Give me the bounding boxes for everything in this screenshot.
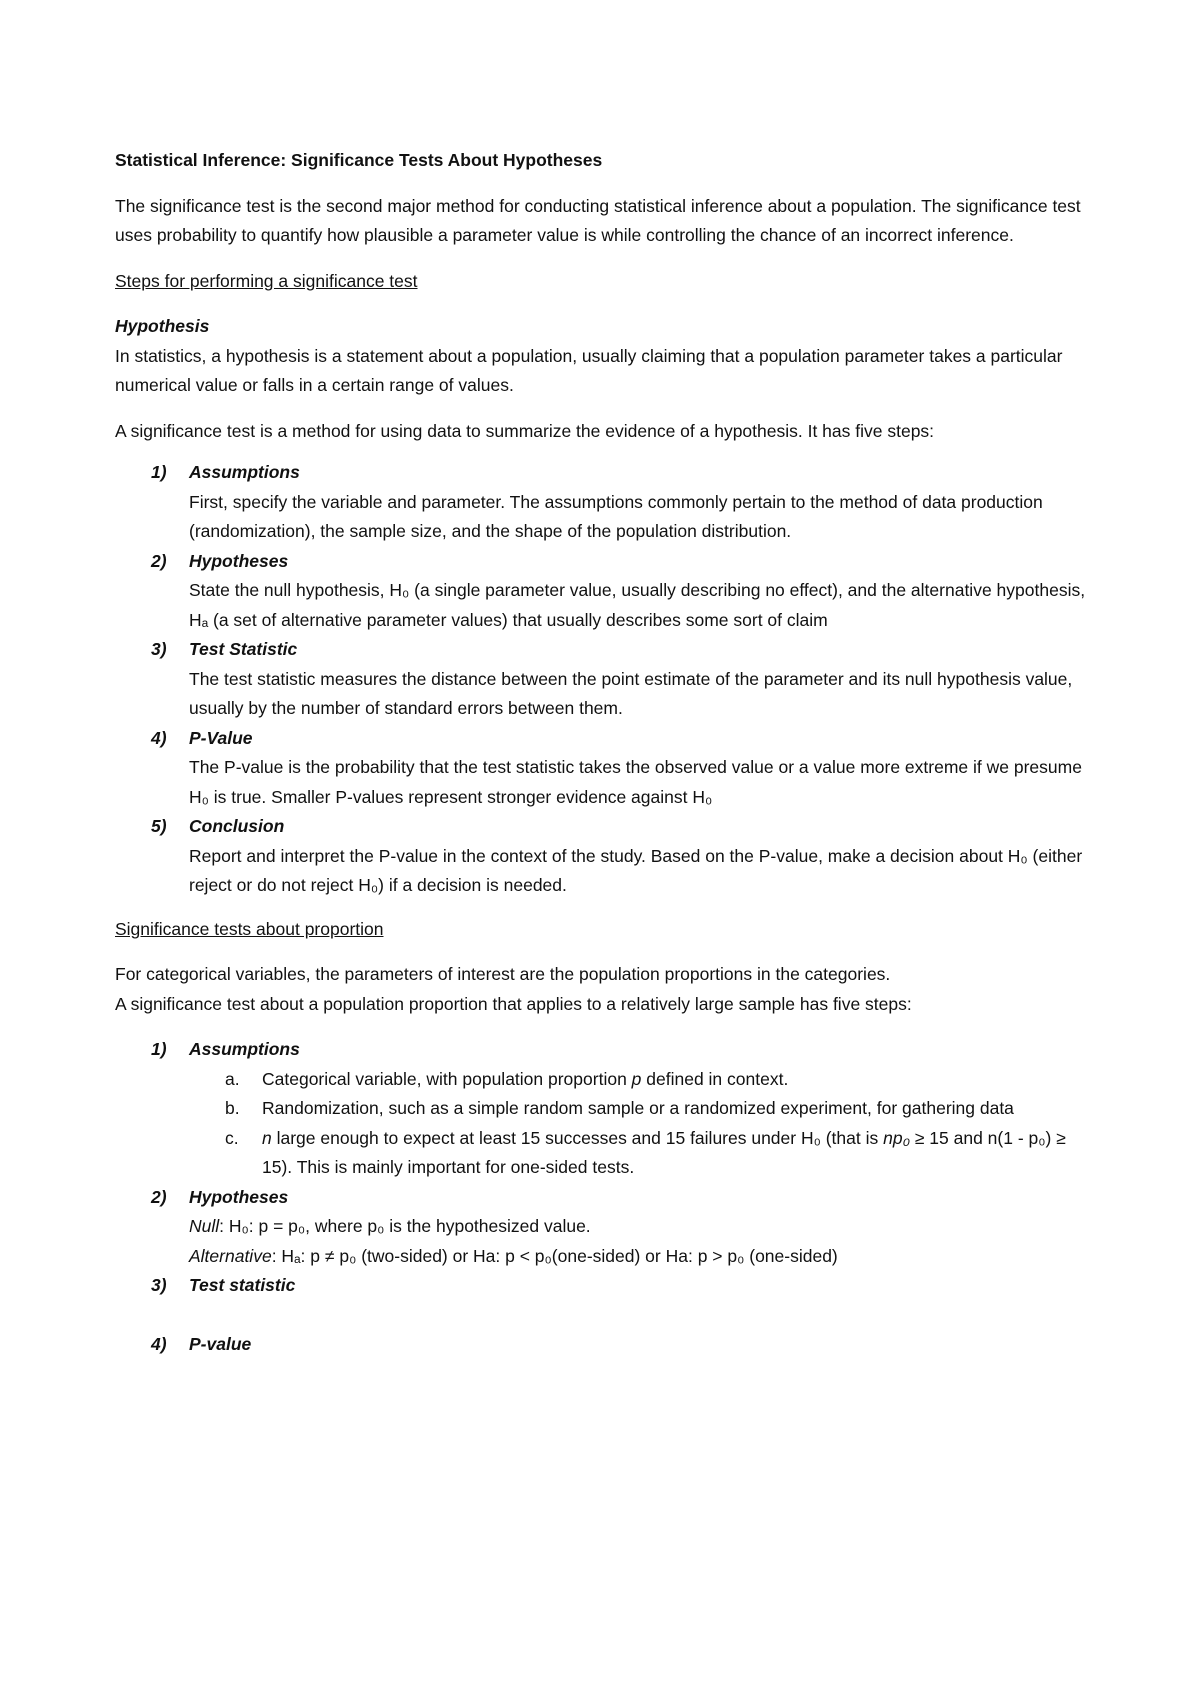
- step-number: 4): [151, 1333, 167, 1354]
- blank-space: [189, 1301, 1100, 1330]
- step-number: 1): [151, 1039, 167, 1059]
- step-title: Conclusion: [189, 816, 285, 836]
- step-title: P-Value: [189, 727, 253, 748]
- list-item: [115, 635, 1100, 724]
- proportion-steps-list: [115, 1035, 1100, 1359]
- step-title: Assumptions: [189, 462, 300, 482]
- proportion-intro-1: For categorical variables, the parameters of interest are the population proportions in the categories.: [115, 964, 891, 984]
- list-item: [115, 1271, 1100, 1330]
- list-item: [115, 1035, 1100, 1183]
- sub-item-text: n large enough to expect at least 15 successes and 15 failures under H₀ (that is np₀ ≥ 15 and n(1 - p₀) ≥ 15). This is mainly important for one-sided tests.: [262, 1127, 1066, 1177]
- sub-item-text: Randomization, such as a simple random sample or a randomized experiment, for gathering data: [262, 1098, 1014, 1118]
- page-title: Statistical Inference: Significance Tests About Hypotheses: [115, 150, 603, 170]
- steps-heading: Steps for performing a significance test: [115, 270, 418, 291]
- sub-item-letter: b.: [225, 1098, 240, 1118]
- hypothesis-definition: In statistics, a hypothesis is a statement about a population, usually claiming that a population parameter takes a particular numerical value or falls in a certain range of values.: [115, 345, 1063, 395]
- sub-item-letter: a.: [225, 1068, 240, 1089]
- assumptions-sublist: [189, 1065, 1100, 1183]
- step-number: 4): [151, 727, 167, 748]
- sub-list-item: [189, 1065, 1100, 1095]
- list-item: [115, 458, 1100, 547]
- list-item: [115, 724, 1100, 813]
- step-number: 3): [151, 639, 167, 659]
- five-steps-intro: A significance test is a method for using data to summarize the evidence of a hypothesis. It has five steps:: [115, 420, 935, 441]
- step-body: The P-value is the probability that the test statistic takes the observed value or a value more extreme if we presume H₀ is true. Smaller P-values represent stronger evidence against H₀: [189, 757, 1082, 807]
- step-body: Report and interpret the P-value in the context of the study. Based on the P-value, make a decision about H₀ (either reject or do not reject H₀) if a decision is needed.: [189, 845, 1083, 895]
- list-item: [115, 812, 1100, 901]
- step-title: Hypotheses: [189, 1186, 289, 1207]
- step-title: Test statistic: [189, 1275, 296, 1295]
- step-title: Assumptions: [189, 1039, 300, 1059]
- alternative-hypothesis-line: Alternative: Hₐ: p ≠ p₀ (two-sided) or Ha: p < p₀(one-sided) or Ha: p > p₀ (one-sided): [189, 1245, 838, 1266]
- proportion-intro-2: A significance test about a population proportion that applies to a relatively large sample has five steps:: [115, 993, 912, 1014]
- step-title: Test Statistic: [189, 639, 298, 659]
- step-title: P-value: [189, 1333, 252, 1354]
- sub-item-letter: c.: [225, 1127, 239, 1148]
- list-item: [115, 1183, 1100, 1272]
- step-number: 1): [151, 462, 167, 482]
- sub-item-text: Categorical variable, with population proportion p defined in context.: [262, 1068, 789, 1089]
- step-number: 3): [151, 1275, 167, 1295]
- hypothesis-heading: Hypothesis: [115, 316, 210, 336]
- step-number: 2): [151, 550, 167, 571]
- sub-list-item: [189, 1124, 1100, 1183]
- step-body: First, specify the variable and parameter. The assumptions commonly pertain to the method of data production (randomization), the sample size, and the shape of the population distribution.: [189, 491, 1043, 541]
- significance-steps-list: [115, 458, 1100, 901]
- step-title: Hypotheses: [189, 550, 289, 571]
- intro-paragraph: The significance test is the second major method for conducting statistical inference about a population. The significance test uses probability to quantify how plausible a parameter value is while controlling the chance of an incorrect inference.: [115, 195, 1081, 245]
- step-number: 5): [151, 816, 167, 836]
- step-body: The test statistic measures the distance between the point estimate of the parameter and its null hypothesis value, usually by the number of standard errors between them.: [189, 668, 1073, 718]
- proportion-heading: Significance tests about proportion: [115, 918, 384, 939]
- list-item: [115, 547, 1100, 636]
- step-number: 2): [151, 1186, 167, 1207]
- sub-list-item: [189, 1094, 1100, 1124]
- step-body: State the null hypothesis, H₀ (a single parameter value, usually describing no effect), and the alternative hypothesis, Hₐ (a set of alternative parameter values) that usually describes some sort of claim: [189, 580, 1086, 630]
- null-hypothesis-line: Null: H₀: p = p₀, where p₀ is the hypothesized value.: [189, 1216, 591, 1236]
- list-item: [115, 1330, 1100, 1360]
